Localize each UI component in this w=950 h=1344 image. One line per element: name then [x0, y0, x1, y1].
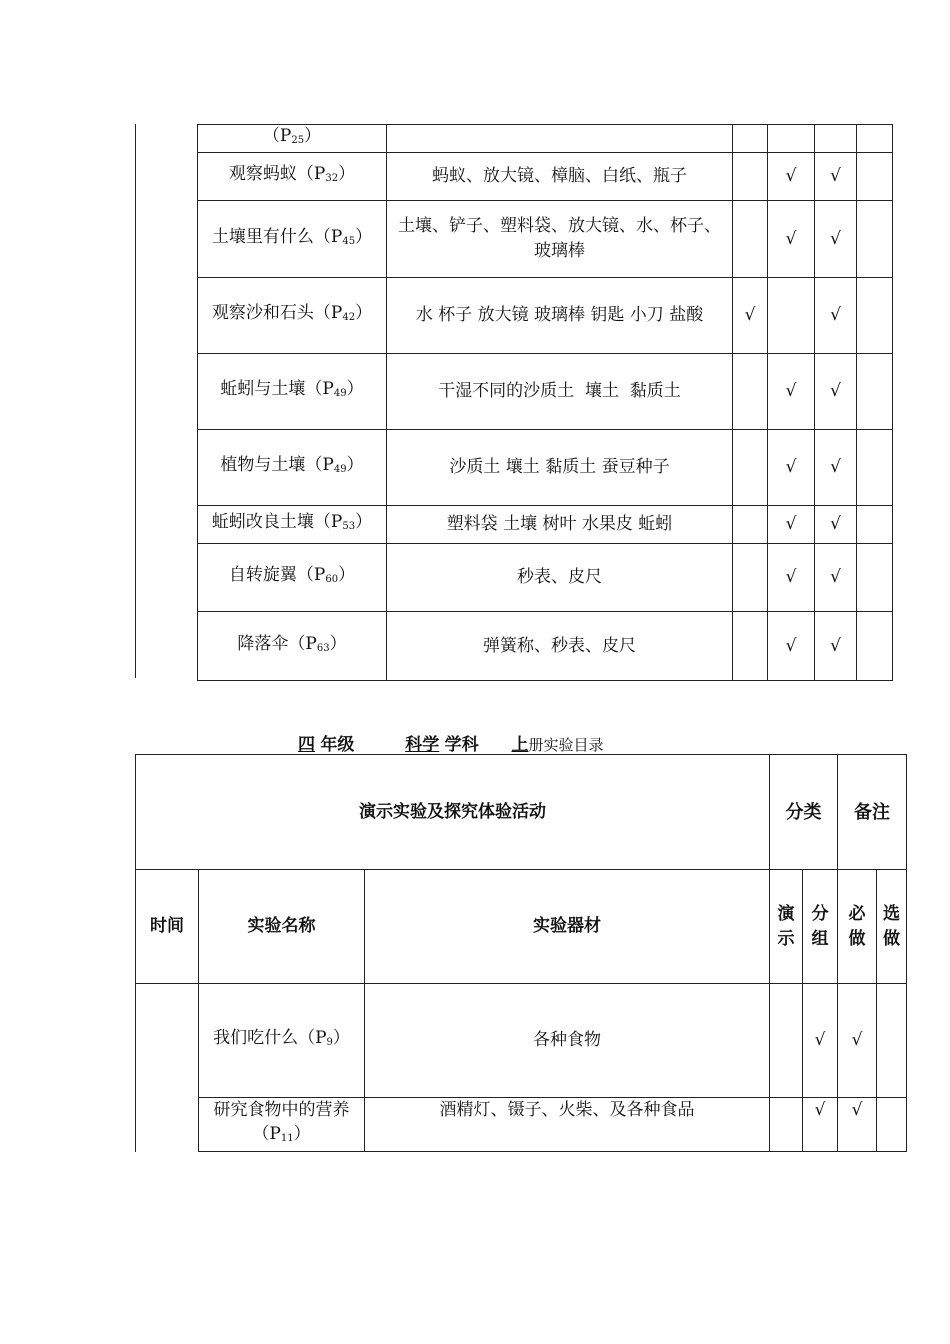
experiment-catalog-table	[135, 754, 907, 1152]
table-row	[198, 612, 893, 681]
header-row-columns	[136, 870, 907, 984]
grade-label: 年级	[320, 735, 355, 755]
required-cell: √	[815, 153, 857, 201]
experiment-materials: 干湿不同的沙质土 壤土 黏质土	[387, 354, 733, 430]
optional-cell	[857, 612, 893, 681]
table-row	[136, 984, 907, 1098]
group-cell: √	[768, 354, 815, 430]
optional-cell	[857, 153, 893, 201]
table-row	[198, 506, 893, 544]
group-cell: √	[768, 544, 815, 612]
experiment-materials: 蚂蚁、放大镜、樟脑、白纸、瓶子	[387, 153, 733, 201]
required-cell: √	[815, 430, 857, 506]
required-cell: √	[815, 544, 857, 612]
experiment-name: 蚯蚓与土壤$(P_{49})$	[198, 354, 387, 430]
experiment-table-continued	[197, 124, 893, 681]
catalog-heading	[298, 730, 603, 755]
experiment-materials: 塑料袋 土壤 树叶 水果皮 蚯蚓	[387, 506, 733, 544]
experiment-name: 自转旋翼$(P_{60})$	[198, 544, 387, 612]
experiment-name: 植物与土壤$(P_{49})$	[198, 430, 387, 506]
table-row	[198, 153, 893, 201]
required-cell: √	[815, 506, 857, 544]
header-row-main	[136, 755, 907, 870]
experiment-name: 观察蚂蚁$(P_{32})$	[198, 153, 387, 201]
col-group: 分 组	[803, 870, 838, 984]
table-row	[198, 430, 893, 506]
experiment-materials	[387, 125, 733, 153]
group-cell	[768, 278, 815, 354]
col-optional: 选 做	[877, 870, 907, 984]
margin-line-top	[135, 124, 136, 678]
experiment-materials: 秒表、皮尺	[387, 544, 733, 612]
required-cell: √	[815, 278, 857, 354]
required-cell: √	[838, 1098, 877, 1152]
col-required: 必 做	[838, 870, 877, 984]
demo-cell	[770, 984, 803, 1098]
grade-value: 四	[298, 735, 315, 755]
demo-cell	[733, 153, 768, 201]
optional-cell	[857, 278, 893, 354]
experiment-materials: 沙质土 壤土 黏质土 蚕豆种子	[387, 430, 733, 506]
experiment-name: 观察沙和石头$(P_{42})$	[198, 278, 387, 354]
group-cell: √	[768, 506, 815, 544]
experiment-name: $(P_{25})$	[198, 125, 387, 153]
subject-label: 学科	[444, 735, 479, 755]
table-row	[198, 354, 893, 430]
demo-cell	[733, 125, 768, 153]
demo-cell	[733, 354, 768, 430]
group-cell: √	[768, 153, 815, 201]
time-cell	[136, 984, 199, 1152]
experiment-name: 降落伞$(P_{63})$	[198, 612, 387, 681]
required-cell: √	[815, 201, 857, 278]
col-name: 实验名称	[199, 870, 365, 984]
group-cell: √	[768, 201, 815, 278]
experiment-name: 土壤里有什么$(P_{45})$	[198, 201, 387, 278]
table-row	[198, 544, 893, 612]
optional-cell	[857, 506, 893, 544]
optional-cell	[877, 1098, 907, 1152]
demo-cell	[733, 544, 768, 612]
required-cell: √	[838, 984, 877, 1098]
experiment-materials: 水 杯子 放大镜 玻璃棒 钥匙 小刀 盐酸	[387, 278, 733, 354]
demo-cell: √	[733, 278, 768, 354]
catalog-suffix: 册实验目录	[528, 736, 604, 754]
table-row	[198, 125, 893, 153]
table-row	[136, 1098, 907, 1152]
table-row	[198, 278, 893, 354]
group-cell: √	[768, 612, 815, 681]
col-time: 时间	[136, 870, 199, 984]
volume-value: 上	[511, 735, 529, 755]
optional-cell	[857, 354, 893, 430]
experiment-name: 我们吃什么$(P_9)$	[199, 984, 365, 1098]
group-cell: √	[768, 430, 815, 506]
optional-cell	[857, 125, 893, 153]
header-main: 演示实验及探究体验活动	[136, 755, 770, 870]
group-cell	[768, 125, 815, 153]
group-cell: √	[803, 984, 838, 1098]
demo-cell	[733, 430, 768, 506]
col-demo: 演 示	[770, 870, 803, 984]
optional-cell	[857, 430, 893, 506]
demo-cell	[733, 612, 768, 681]
demo-cell	[733, 201, 768, 278]
optional-cell	[857, 201, 893, 278]
experiment-materials: 酒精灯、镊子、火柴、及各种食品	[365, 1098, 770, 1152]
required-cell	[815, 125, 857, 153]
group-cell: √	[803, 1098, 838, 1152]
header-remarks: 备注	[838, 755, 907, 870]
optional-cell	[877, 984, 907, 1098]
experiment-materials: 弹簧称、秒表、皮尺	[387, 612, 733, 681]
experiment-name: 研究食物中的营养$(P_{11})$	[199, 1098, 365, 1152]
optional-cell	[857, 544, 893, 612]
table-row	[198, 201, 893, 278]
required-cell: √	[815, 354, 857, 430]
header-category: 分类	[770, 755, 838, 870]
experiment-materials: 土壤、铲子、塑料袋、放大镜、水、杯子、玻璃棒	[387, 201, 733, 278]
subject-value: 科学	[405, 735, 440, 755]
experiment-materials: 各种食物	[365, 984, 770, 1098]
experiment-name: 蚯蚓改良土壤$(P_{53})$	[198, 506, 387, 544]
demo-cell	[733, 506, 768, 544]
required-cell: √	[815, 612, 857, 681]
col-materials: 实验器材	[365, 870, 770, 984]
demo-cell	[770, 1098, 803, 1152]
